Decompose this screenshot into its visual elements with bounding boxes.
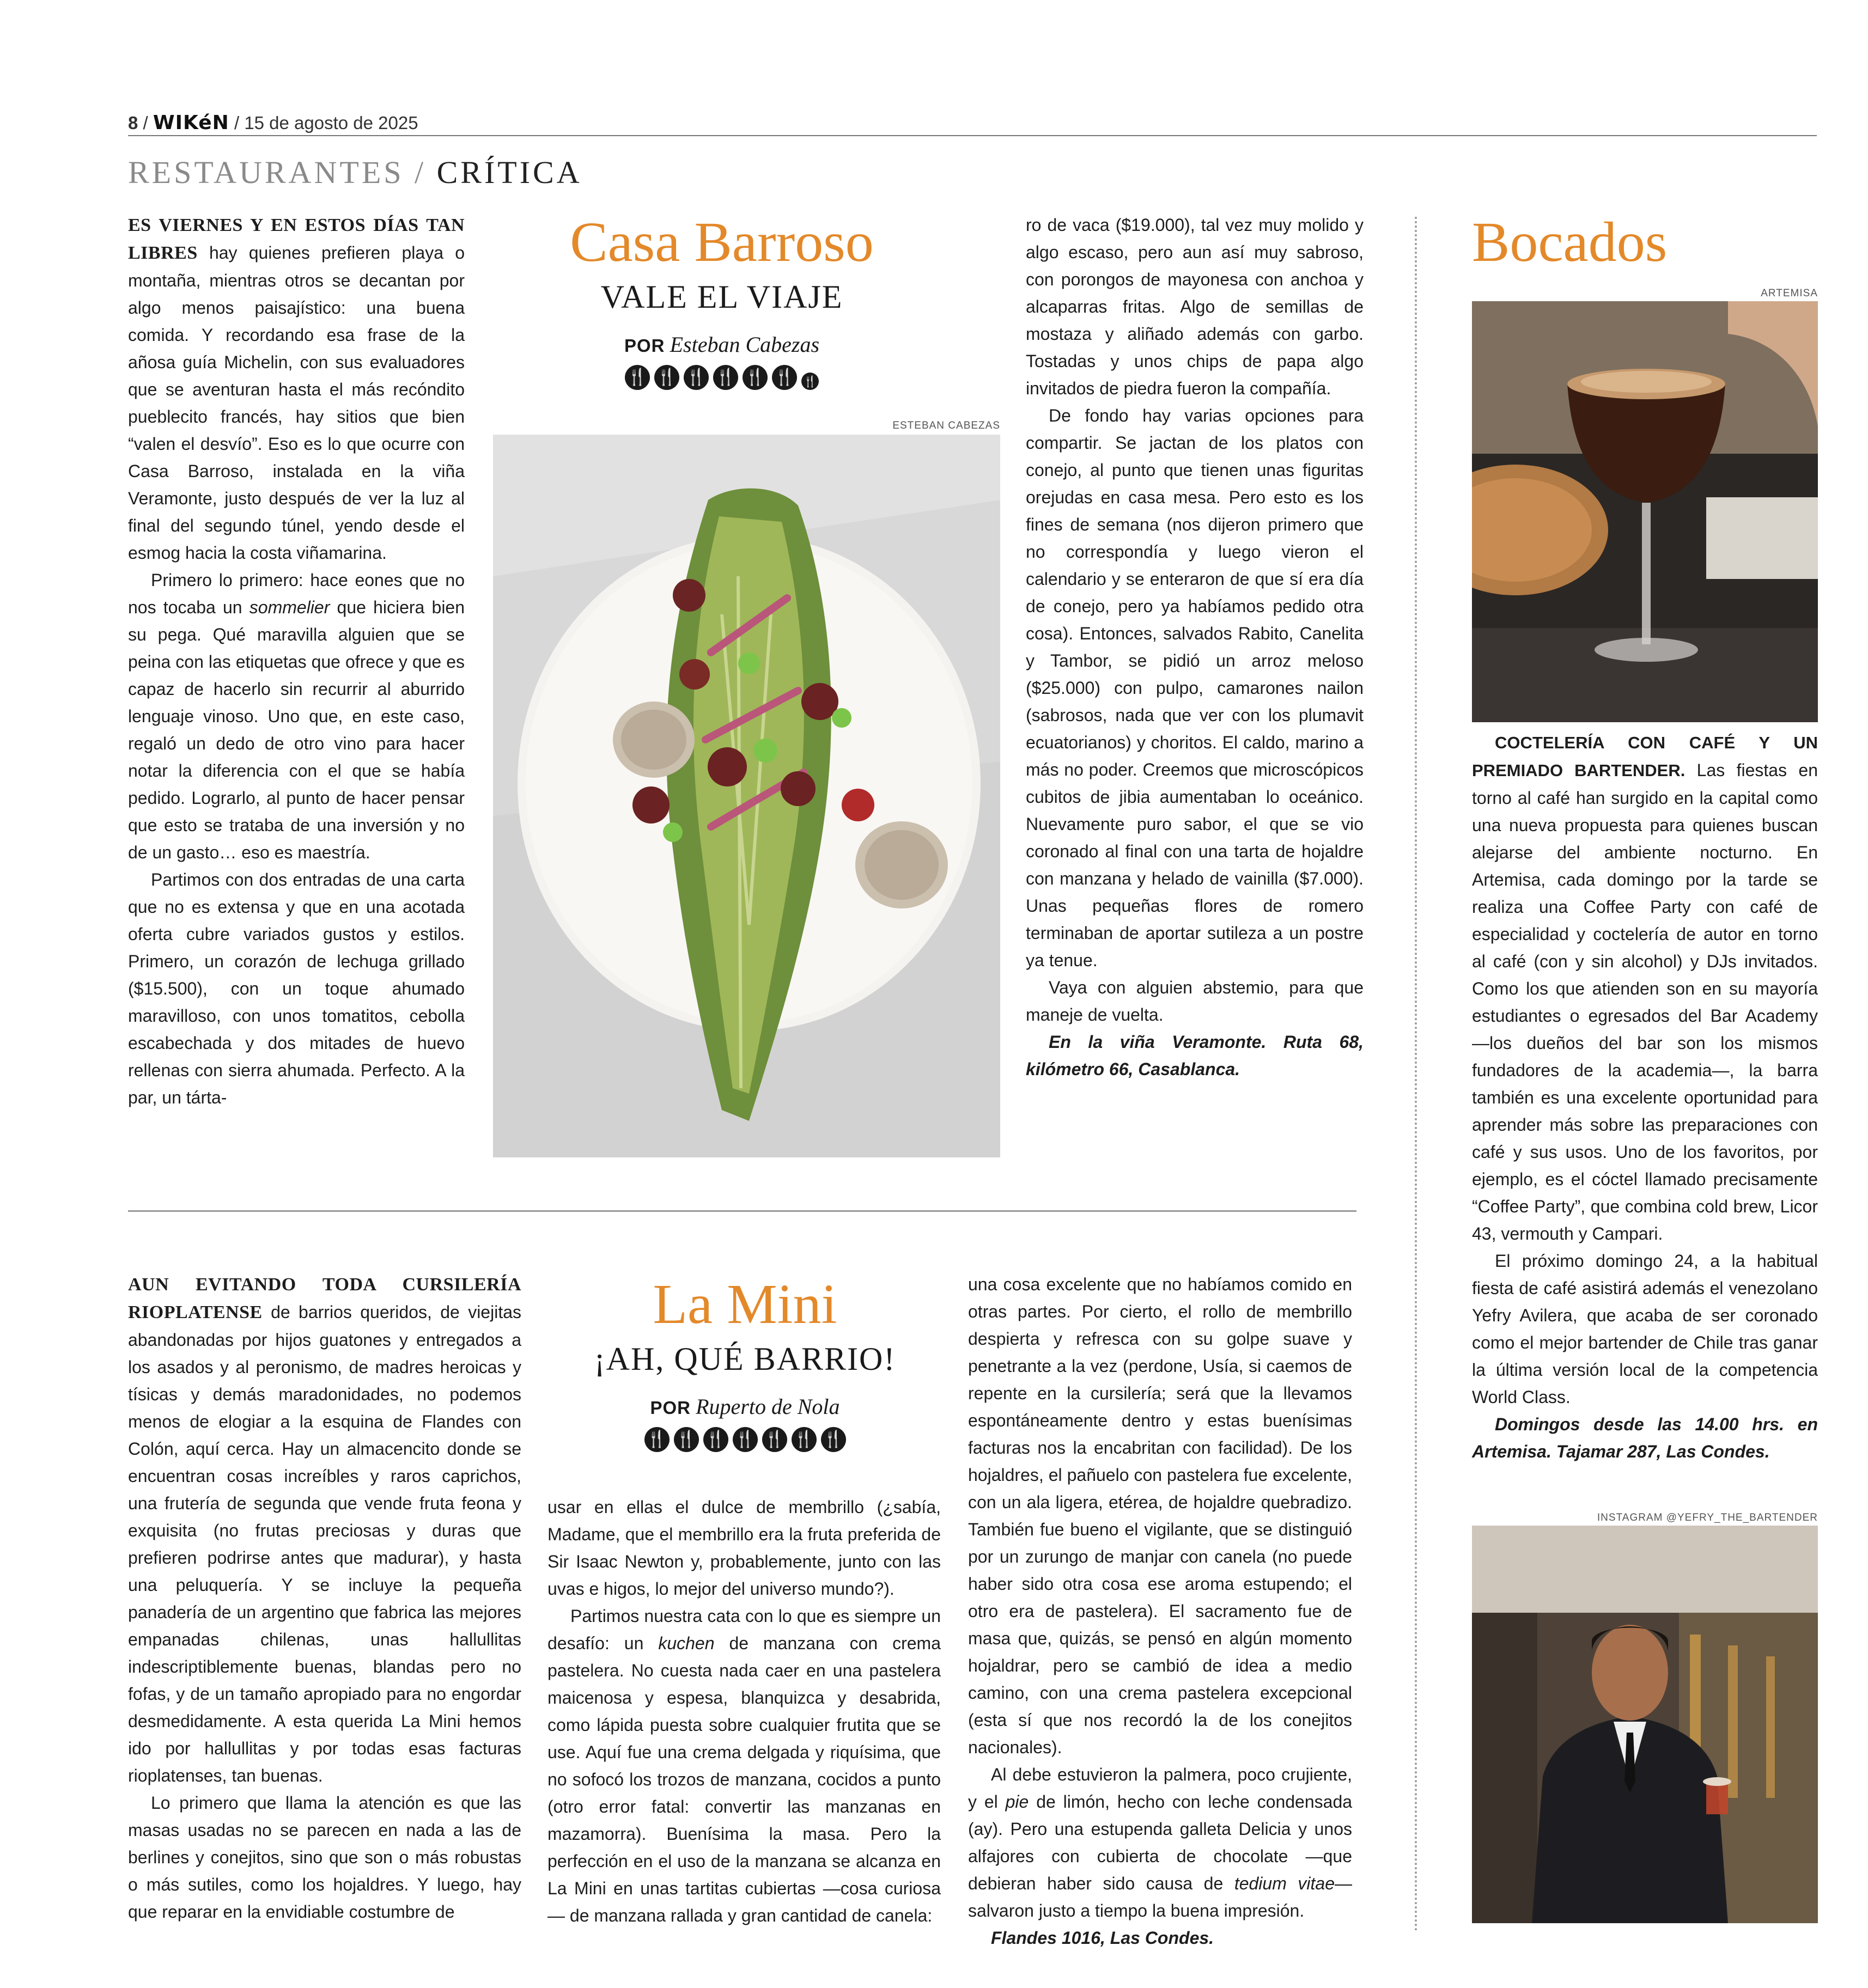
review2-paragraph: Partimos nuestra cata con lo que es siempre un desafío: un kuchen de manzana con crema pastelera. No cuesta nada caer en una pastelera maicenosa y espesa, blanquizca y desabrida, como lápida puesta sobre cualquier frutita que se use. Aquí fue una crema delgada y riquísima, que no sofocó los trozos de manzana, cocidos a punto (otro error fatal: convertir las manzanas en mazamorra). Buenísima la masa. Pero la perfección en el uso de la manzana se alcanza en La Mini en unas tartitas cubiertas —cosa curiosa— de manzana rallada y gran cantidad de canela:	[547, 1606, 941, 1925]
half-fork-rating-icon: 🍴	[801, 373, 819, 390]
fork-rating-icon: 🍴	[684, 365, 709, 390]
bocados-address: Domingos desde las 14.00 hrs. en Artemisa. Tajamar 287, Las Condes.	[1472, 1414, 1818, 1461]
section-heading	[128, 154, 582, 191]
review1-title: Casa Barroso	[570, 211, 874, 273]
review1-photo-credit: ESTEBAN CABEZAS	[892, 420, 1000, 431]
review2-paragraph: Lo primero que llama la atención es que las masas usadas no se parecen en nada a las de berlines y conejitos, sino que son o más robustas o más sutiles, como los hojaldres. Y luego, hay que reparar en la envidiable costumbre de	[128, 1793, 521, 1922]
review1-paragraph: Vaya con alguien abstemio, para que maneje de vuelta.	[1026, 978, 1364, 1025]
review1-author: Esteban Cabezas	[670, 332, 820, 357]
review1-headline-block	[493, 210, 951, 390]
review1-food-photo	[493, 435, 1000, 1157]
review1-byline: POR Esteban Cabezas	[624, 332, 820, 357]
bocados-paragraph: COCTELERÍA CON CAFÉ Y UN PREMIADO BARTENDER. Las fiestas en torno al café han surgido en la capital como una nueva propuesta para quienes buscan alejarse del ambiente nocturno. En Artemisa, cada domingo por la tarde se realiza una Coffee Party con café de especialidad y coctelería de autor en torno al café (con y sin alcohol) y DJs invitados. Como los que atienden son en su mayoría estudiantes o egresados del Bar Academy —los dueños del bar son los mismos fundadores de la academia—, la barra también es una excelente oportunidad para aprender más sobre las preparaciones con café y sus usos. Uno de los favoritos, por ejemplo, es el cóctel llamado precisamente “Coffee Party”, que combina cold brew, Licor 43, vermouth y Campari.	[1472, 733, 1818, 1243]
review1-paragraph: De fondo hay varias opciones para compartir. Se jactan de los platos con conejo, al punto que tienen unas figuritas orejudas en casa mesa. Pero esto es los fines de semana (nos dijeron primero que no correspondía y luego vieron el calendario y se enteraron de que sí era día de conejo, pero ya habíamos pedido otra cosa). Entonces, salvados Rabito, Canelita y Tambor, se pidió un arroz meloso ($25.000) con pulpo, camarones nailon (sabrosos, nada que ver con los plumavit ecuatorianos) y choritos. El caldo, marino a más no poder. Creemos que microscópicos cubitos de jibia aumentaban lo oceánico. Nuevamente puro sabor, el que se vio coronado al final con una tarta de hojaldre con manzana y helado de vainilla ($7.000). Unas pequeñas flores de romero terminaban de aportar sutileza a un postre ya tenue.	[1026, 406, 1364, 970]
page-number: 8	[128, 113, 138, 133]
fork-rating-icon: 🍴	[654, 365, 679, 390]
review2-paragraph: Al debe estuvieron la palmera, poco crujiente, y el pie de limón, hecho con leche condensada (ay). Pero una estupenda galleta Delicia y unos alfajores con cubierta de chocolate —que debieran haber sido causa de tedium vitae— salvaron justo a tiempo la buena impresión.	[968, 1765, 1353, 1920]
section-separator: /	[415, 155, 427, 190]
review2-column-2	[547, 1493, 941, 1929]
review2-byline: POR Ruperto de Nola	[650, 1394, 840, 1419]
review2-paragraph: una cosa excelente que no habíamos comido en otras partes. Por cierto, el rollo de membrillo despierta y refresca con su golpe suave y penetrante a la vez (perdone, Usía, si caemos de repente en la cursilería; será que la llevamos espontáneamente dentro y estas buenísimas facturas nos la encabritan con facilidad). De los hojaldres, el pañuelo con pastelera fue excelente, con un ala ligera, etérea, de hojaldre quebradizo. También fue bueno el vigilante, que se distinguió por un zurungo de manjar con canela (no puede haber sido otra cosa ese aroma estupendo; el otro era de pastelera). El sacramento fue de masa que, quizás, se pensó en algún momento hojaldrar, pero se cambió de idea a medio camino, con una crema pastelera excepcional (esta sí que nos recordó la de los conejitos nacionales).	[968, 1274, 1352, 1757]
bocados-lead: COCTELERÍA CON CAFÉ Y UN PREMIADO BARTENDER.	[1472, 733, 1818, 780]
espresso-martini-photo	[1472, 301, 1818, 722]
review2-rating	[547, 1427, 942, 1452]
fork-rating-icon: 🍴	[772, 365, 797, 390]
fork-rating-icon: 🍴	[703, 1427, 728, 1452]
sidebar-divider	[1415, 217, 1417, 1932]
fork-rating-icon: 🍴	[625, 365, 650, 390]
review1-paragraph: Primero lo primero: hace eones que no nos tocaba un sommelier que hiciera bien su pega. Qué maravilla alguien que se peina con las etiquetas que ofrece y que es capaz de hacerlo sin recurrir al aburrido lenguaje vinoso. Uno que, en este caso, regaló un dedo de otro vino para hacer notar la diferencia con el que se había pedido. Lograrlo, al punto de hacer pensar que esto se trataba de una inversión y no de un gasto… eso es maestría.	[128, 570, 465, 862]
fork-rating-icon: 🍴	[733, 1427, 758, 1452]
review2-author: Ruperto de Nola	[696, 1394, 840, 1419]
bartender-photo	[1472, 1526, 1818, 1923]
review1-paragraph: ro de vaca ($19.000), tal vez muy molido y algo escaso, pero aun así muy sabroso, con porongos de mayonesa con anchoa y alcaparras fritas. Algo de semillas de mostaza y aliñado además con garbo. Tostadas y unos chips de papa algo invitados de piedra fueron la compañía.	[1026, 215, 1364, 398]
review2-title: La Mini	[653, 1273, 837, 1336]
review1-column-3	[1026, 211, 1364, 1083]
brand-logo: WIKéN	[153, 112, 229, 134]
folio-rule	[128, 135, 1817, 136]
bartender-portrait-image	[1472, 1526, 1818, 1923]
review1-paragraph: ES VIERNES Y EN ESTOS DÍAS TAN LIBRES hay quienes prefieren playa o montaña, mientras otros se decantan por algo menos paisajístico: una buena comida. Y recordando esa frase de la añosa guía Michelin, con sus evaluadores que se aventuran hasta el más recóndito pueblecito francés, hay sitios que bien “valen el desvío”. Eso es lo que ocurre con Casa Barroso, instalada en la viña Veramonte, justo después de ver la luz al final del segundo túnel, yendo desde el esmog hacia la costa viñamarina.	[128, 215, 465, 563]
bocados-paragraph: El próximo domingo 24, a la habitual fiesta de café asistirá además el venezolano Yefry Avilera, que acaba de ser coronado como el mejor bartender de Chile tras ganar la última versión local de la competencia World Class.	[1472, 1251, 1818, 1407]
fork-rating-icon: 🍴	[743, 365, 768, 390]
review2-paragraph: AUN EVITANDO TODA CURSILERÍA RIOPLATENSE de barrios queridos, de viejitas abandonadas por hijos guatones y entregados a los asados y al peronismo, de madres heroicas y tísicas y demás maradonidades, no podemos menos de elogiar a la esquina de Flandes con Colón, aquí cerca. Hay un almacencito donde se encuentran cosas increíbles y raros caprichos, una frutería de segunda que vende fruta feona y exquisita (no frutas preciosas y duras que prefieren podrirse antes que madurar), y hasta una peluquería. Y se incluye la pequeña panadería de un argentino que fabrica las mejores empanadas chilenas, unas hallullitas indescriptiblemente buenas, blandas pero no fofas, y de un tamaño apropiado para no engordar desmedidamente. A esta querida La Mini hemos ido por hallullitas y por todas esas facturas rioplatenses, tan buenas.	[128, 1274, 522, 1785]
review1-paragraph: Partimos con dos entradas de una carta que no es extensa y que en una acotada oferta cubre variados gustos y estilos. Primero, un corazón de lechuga grillado ($15.500), con un toque ahumado maravilloso, con unos tomatitos, cebolla escabechada y dos mitades de huevo rellenas con sierra ahumada. Perfecto. A la par, un tárta-	[128, 870, 465, 1107]
review1-rating	[493, 365, 951, 390]
review1-lead: ES VIERNES Y EN ESTOS DÍAS TAN LIBRES	[128, 215, 465, 263]
folio-separator: /	[143, 113, 148, 133]
review1-column-1	[128, 211, 465, 1111]
section-subname: CRÍTICA	[436, 155, 582, 190]
bocados-photo-credit: ARTEMISA	[1761, 288, 1818, 299]
bartender-photo-credit: INSTAGRAM @YEFRY_THE_BARTENDER	[1597, 1512, 1818, 1523]
fork-rating-icon: 🍴	[762, 1427, 787, 1452]
review2-address: Flandes 1016, Las Condes.	[991, 1928, 1214, 1948]
fork-rating-icon: 🍴	[644, 1427, 670, 1452]
article-divider	[128, 1210, 1356, 1212]
review2-paragraph: usar en ellas el dulce de membrillo (¿sabía, Madame, que el membrillo era la fruta preferida de Sir Isaac Newton y, probablemente, junto con las uvas e higos, lo mejor del universo mundo?).	[547, 1497, 941, 1599]
section-name: RESTAURANTES	[128, 155, 404, 190]
folio-separator: /	[234, 113, 240, 133]
review2-headline-block	[547, 1272, 942, 1452]
review2-column-1	[128, 1271, 521, 1925]
review2-column-3	[968, 1271, 1352, 1952]
bocados-column	[1472, 729, 1818, 1465]
review2-lead: AUN EVITANDO TODA CURSILERÍA RIOPLATENSE	[128, 1274, 521, 1322]
bocados-title: Bocados	[1472, 211, 1668, 273]
fork-rating-icon: 🍴	[821, 1427, 846, 1452]
review1-subtitle: VALE EL VIAJE	[600, 279, 843, 315]
grilled-lettuce-plate-image	[493, 435, 1000, 1157]
fork-rating-icon: 🍴	[713, 365, 738, 390]
cocktail-glass-image	[1472, 301, 1818, 722]
review1-address: En la viña Veramonte. Ruta 68, kilómetro 66, Casablanca.	[1026, 1032, 1364, 1079]
fork-rating-icon: 🍴	[792, 1427, 817, 1452]
review2-subtitle: ¡AH, QUÉ BARRIO!	[594, 1341, 896, 1377]
fork-rating-icon: 🍴	[674, 1427, 699, 1452]
issue-date: 15 de agosto de 2025	[244, 113, 418, 133]
